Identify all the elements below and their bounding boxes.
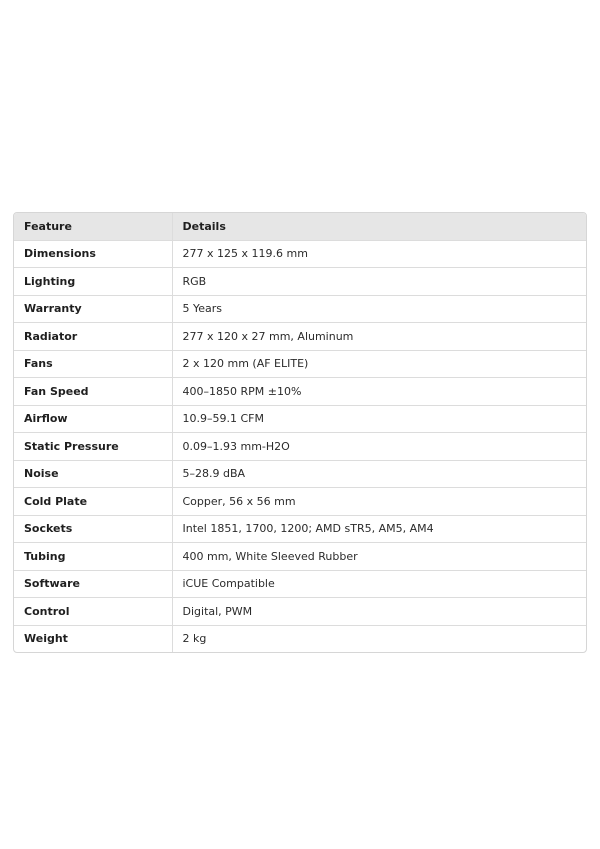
details-cell: 400 mm, White Sleeved Rubber — [172, 543, 586, 571]
table-row — [14, 515, 586, 543]
feature-cell: Airflow — [14, 405, 172, 433]
feature-cell: Lighting — [14, 268, 172, 296]
details-cell: Digital, PWM — [172, 598, 586, 626]
feature-cell: Fans — [14, 350, 172, 378]
feature-cell: Noise — [14, 460, 172, 488]
feature-cell: Tubing — [14, 543, 172, 571]
feature-cell: Radiator — [14, 323, 172, 351]
details-cell: 0.09–1.93 mm-H2O — [172, 433, 586, 461]
table-row — [14, 378, 586, 406]
header-details: Details — [172, 213, 586, 240]
spec-table — [14, 213, 586, 652]
details-cell: Intel 1851, 1700, 1200; AMD sTR5, AM5, AM4 — [172, 515, 586, 543]
table-row — [14, 625, 586, 652]
details-cell: 277 x 120 x 27 mm, Aluminum — [172, 323, 586, 351]
details-cell: 400–1850 RPM ±10% — [172, 378, 586, 406]
table-row — [14, 598, 586, 626]
table-row — [14, 460, 586, 488]
table-row — [14, 488, 586, 516]
feature-cell: Static Pressure — [14, 433, 172, 461]
details-cell: 5 Years — [172, 295, 586, 323]
spec-table-container — [13, 212, 587, 653]
details-cell: 5–28.9 dBA — [172, 460, 586, 488]
header-row — [14, 213, 586, 240]
details-cell: 2 kg — [172, 625, 586, 652]
table-row — [14, 323, 586, 351]
table-row — [14, 433, 586, 461]
header-feature: Feature — [14, 213, 172, 240]
table-row — [14, 543, 586, 571]
details-cell: 10.9–59.1 CFM — [172, 405, 586, 433]
feature-cell: Dimensions — [14, 240, 172, 268]
table-row — [14, 240, 586, 268]
details-cell: RGB — [172, 268, 586, 296]
feature-cell: Warranty — [14, 295, 172, 323]
spec-table-header — [14, 213, 586, 240]
details-cell: iCUE Compatible — [172, 570, 586, 598]
details-cell: 277 x 125 x 119.6 mm — [172, 240, 586, 268]
table-row — [14, 570, 586, 598]
details-cell: 2 x 120 mm (AF ELITE) — [172, 350, 586, 378]
feature-cell: Software — [14, 570, 172, 598]
feature-cell: Weight — [24, 632, 68, 646]
feature-cell: Cold Plate — [14, 488, 172, 516]
table-row — [14, 295, 586, 323]
details-cell: Copper, 56 x 56 mm — [172, 488, 586, 516]
feature-cell: Control — [14, 598, 172, 626]
table-row — [14, 350, 586, 378]
table-row — [14, 405, 586, 433]
table-row — [14, 268, 586, 296]
spec-table-body — [14, 240, 586, 652]
feature-cell: Sockets — [14, 515, 172, 543]
feature-cell: Fan Speed — [14, 378, 172, 406]
